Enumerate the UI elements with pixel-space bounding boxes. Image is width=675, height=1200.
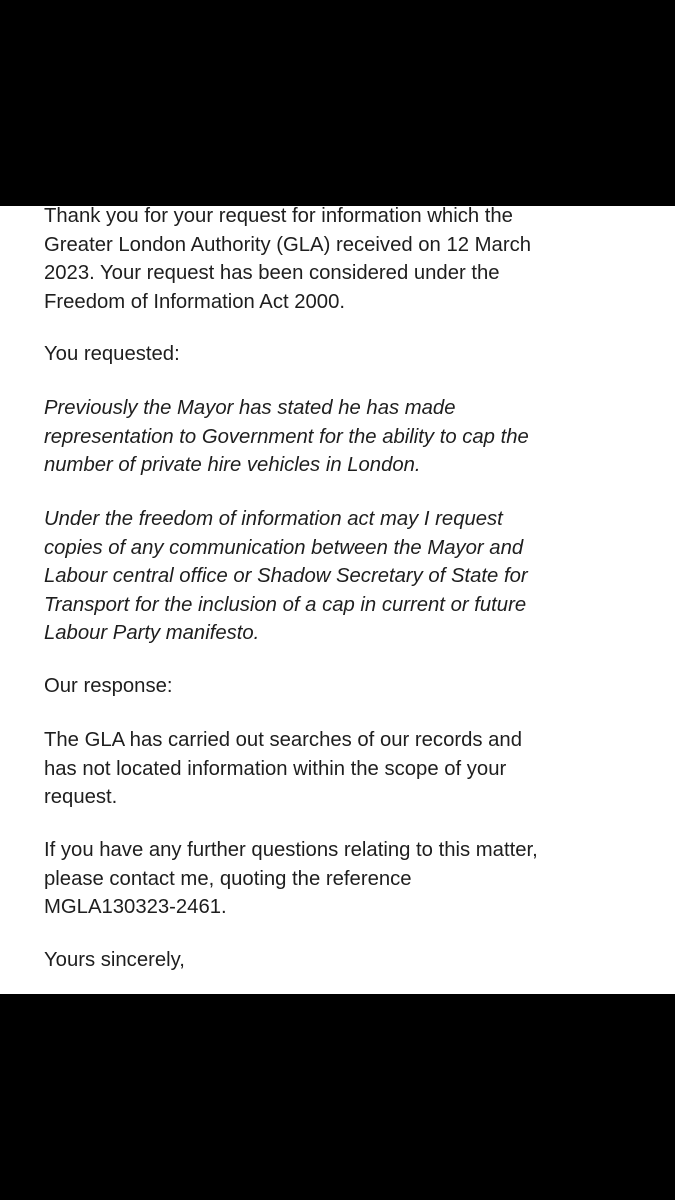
intro-line: Freedom of Information Act 2000. (44, 290, 345, 313)
response-line: has not located information within the scope of your (44, 757, 507, 780)
our-response-text: Our response: (44, 675, 173, 697)
response-line: request. (44, 786, 118, 808)
response-paragraph (44, 726, 659, 812)
request-paragraph-2 (44, 505, 659, 648)
request-line: number of private hire vehicles in London. (44, 454, 421, 476)
further-questions-line: If you have any further questions relating to this matter, (44, 839, 538, 861)
you-requested-label (44, 340, 659, 369)
closing (44, 946, 659, 975)
request-paragraph-1 (44, 394, 659, 480)
further-questions-line: please contact me, quoting the reference (44, 867, 412, 890)
intro-line: Thank you for your request for information which the (44, 206, 513, 227)
our-response-label (44, 672, 659, 701)
request-line: Transport for the inclusion of a cap in current or future (44, 593, 527, 616)
further-questions-paragraph (44, 836, 659, 922)
request-line: copies of any communication between the Mayor and (44, 536, 524, 559)
response-line: The GLA has carried out searches of our records and (44, 729, 522, 751)
reference-number: MGLA130323-2461. (44, 896, 227, 918)
request-line: Labour Party manifesto. (44, 622, 260, 644)
closing-text: Yours sincerely, (44, 949, 185, 971)
request-line: Under the freedom of information act may I request (44, 508, 503, 530)
request-line: Labour central office or Shadow Secretary of State for (44, 565, 528, 587)
intro-paragraph (44, 206, 659, 316)
intro-line: Greater London Authority (GLA) received on 12 March (44, 233, 532, 256)
you-requested-text: You requested: (44, 343, 180, 365)
top-black-bar (0, 0, 675, 206)
letter-page (0, 206, 675, 994)
request-line: representation to Government for the ability to cap the (44, 425, 529, 448)
bottom-black-bar (0, 994, 675, 1200)
request-line: Previously the Mayor has stated he has made (44, 397, 456, 419)
intro-line: 2023. Your request has been considered under the (44, 262, 500, 284)
